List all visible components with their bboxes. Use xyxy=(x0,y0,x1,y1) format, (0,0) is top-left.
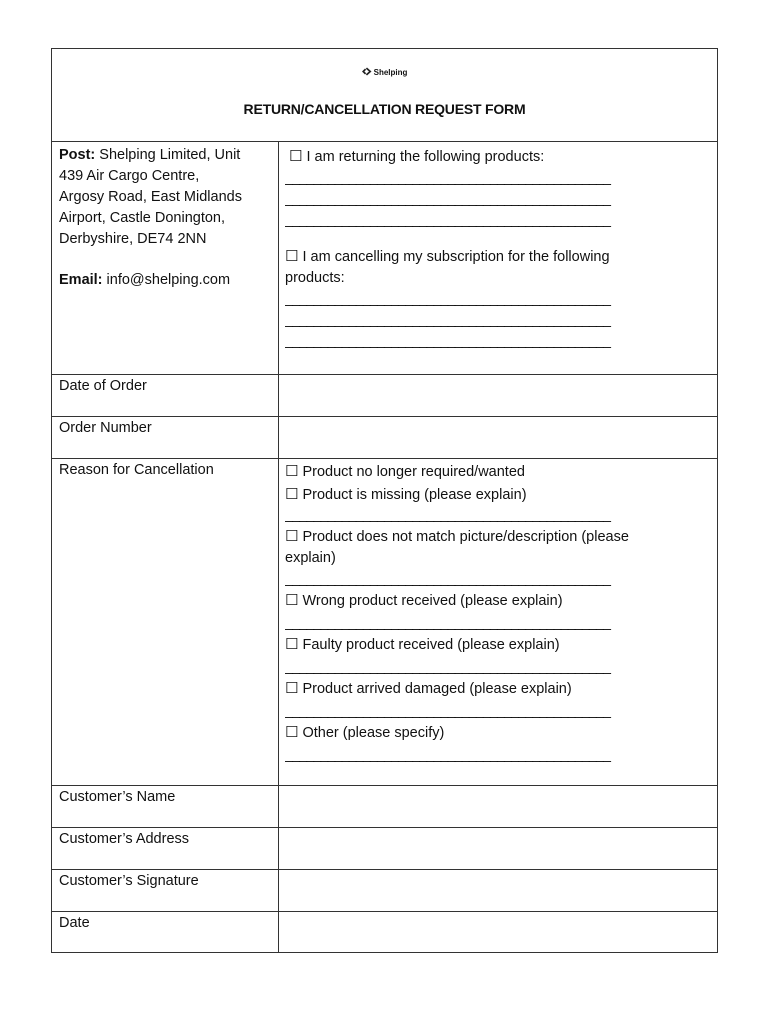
order-number-label: Order Number xyxy=(59,420,152,436)
reason-text: Other (please specify) xyxy=(302,725,445,741)
cancel-checkbox[interactable]: ☐ xyxy=(285,247,299,265)
reason-text: Product is missing (please explain) xyxy=(302,487,527,503)
post-line: Shelping Limited, Unit xyxy=(99,147,241,163)
reason-checkbox[interactable]: ☐ xyxy=(285,485,299,503)
reason-checkbox[interactable]: ☐ xyxy=(285,462,299,480)
return-cancellation-form xyxy=(51,48,718,953)
reason-row xyxy=(52,458,717,785)
reason-checkbox[interactable]: ☐ xyxy=(285,635,299,653)
blank-line[interactable]: ______________________________________________ xyxy=(285,747,610,763)
reason-text: Product no longer required/wanted xyxy=(302,464,525,480)
blank-line[interactable]: ______________________________________________ xyxy=(285,333,610,349)
post-line: 439 Air Cargo Centre, xyxy=(59,168,200,184)
reason-text: Product does not match picture/description (please xyxy=(302,529,629,545)
reason-label: Reason for Cancellation xyxy=(59,462,214,478)
form-title: RETURN/CANCELLATION REQUEST FORM xyxy=(243,101,526,117)
email-address[interactable]: info@shelping.com xyxy=(106,272,231,288)
return-checkbox[interactable]: ☐ xyxy=(289,147,303,165)
blank-line[interactable]: ______________________________________________ xyxy=(285,291,610,307)
logo-text: Shelping xyxy=(373,68,408,77)
post-line: Argosy Road, East Midlands xyxy=(59,189,242,205)
cancel-label-cont: products: xyxy=(285,270,345,286)
contact-info xyxy=(59,145,242,291)
date-label: Date xyxy=(59,915,90,931)
return-blanks xyxy=(285,168,705,352)
reason-checkbox[interactable]: ☐ xyxy=(285,723,299,741)
form-header xyxy=(52,49,717,141)
blank-line[interactable]: ______________________________________________ xyxy=(285,571,610,587)
blank-line[interactable]: ______________________________________________ xyxy=(285,312,610,328)
reason-text-cont: explain) xyxy=(285,550,336,566)
reason-checkbox[interactable]: ☐ xyxy=(285,527,299,545)
reason-text: Product arrived damaged (please explain) xyxy=(302,681,572,697)
post-label: Post: xyxy=(59,147,96,163)
customer-signature-label: Customer’s Signature xyxy=(59,873,199,889)
blank-line[interactable]: ______________________________________________ xyxy=(285,170,610,186)
reason-checkbox[interactable]: ☐ xyxy=(285,591,299,609)
blank-line[interactable]: ______________________________________________ xyxy=(285,191,610,207)
blank-line[interactable]: ______________________________________________ xyxy=(285,703,610,719)
products-section xyxy=(289,146,709,168)
date-of-order-row xyxy=(52,374,717,416)
blank-line[interactable]: ______________________________________________ xyxy=(285,212,610,228)
blank-line[interactable]: ______________________________________________ xyxy=(285,507,610,523)
customer-name-row xyxy=(52,785,717,827)
blank-line[interactable]: ______________________________________________ xyxy=(285,659,610,675)
post-line: Airport, Castle Donington, xyxy=(59,210,226,226)
customer-signature-row xyxy=(52,869,717,911)
contact-products-row xyxy=(52,141,717,374)
shelping-logo xyxy=(52,67,717,77)
reason-checkbox[interactable]: ☐ xyxy=(285,679,299,697)
blank-line[interactable]: ______________________________________________ xyxy=(285,615,610,631)
date-of-order-label: Date of Order xyxy=(59,378,147,394)
customer-address-label: Customer’s Address xyxy=(59,831,190,847)
customer-name-label: Customer’s Name xyxy=(59,789,176,805)
reason-text: Faulty product received (please explain) xyxy=(302,637,560,653)
return-label: I am returning the following products: xyxy=(306,149,545,165)
reason-text: Wrong product received (please explain) xyxy=(302,593,563,609)
customer-address-row xyxy=(52,827,717,869)
reason-options xyxy=(285,461,705,766)
date-row xyxy=(52,911,717,953)
order-number-row xyxy=(52,416,717,458)
cancel-label: I am cancelling my subscription for the following xyxy=(302,249,610,265)
shelping-logo-icon xyxy=(362,67,372,76)
post-line: Derbyshire, DE74 2NN xyxy=(59,231,207,247)
email-label: Email: xyxy=(59,272,103,288)
